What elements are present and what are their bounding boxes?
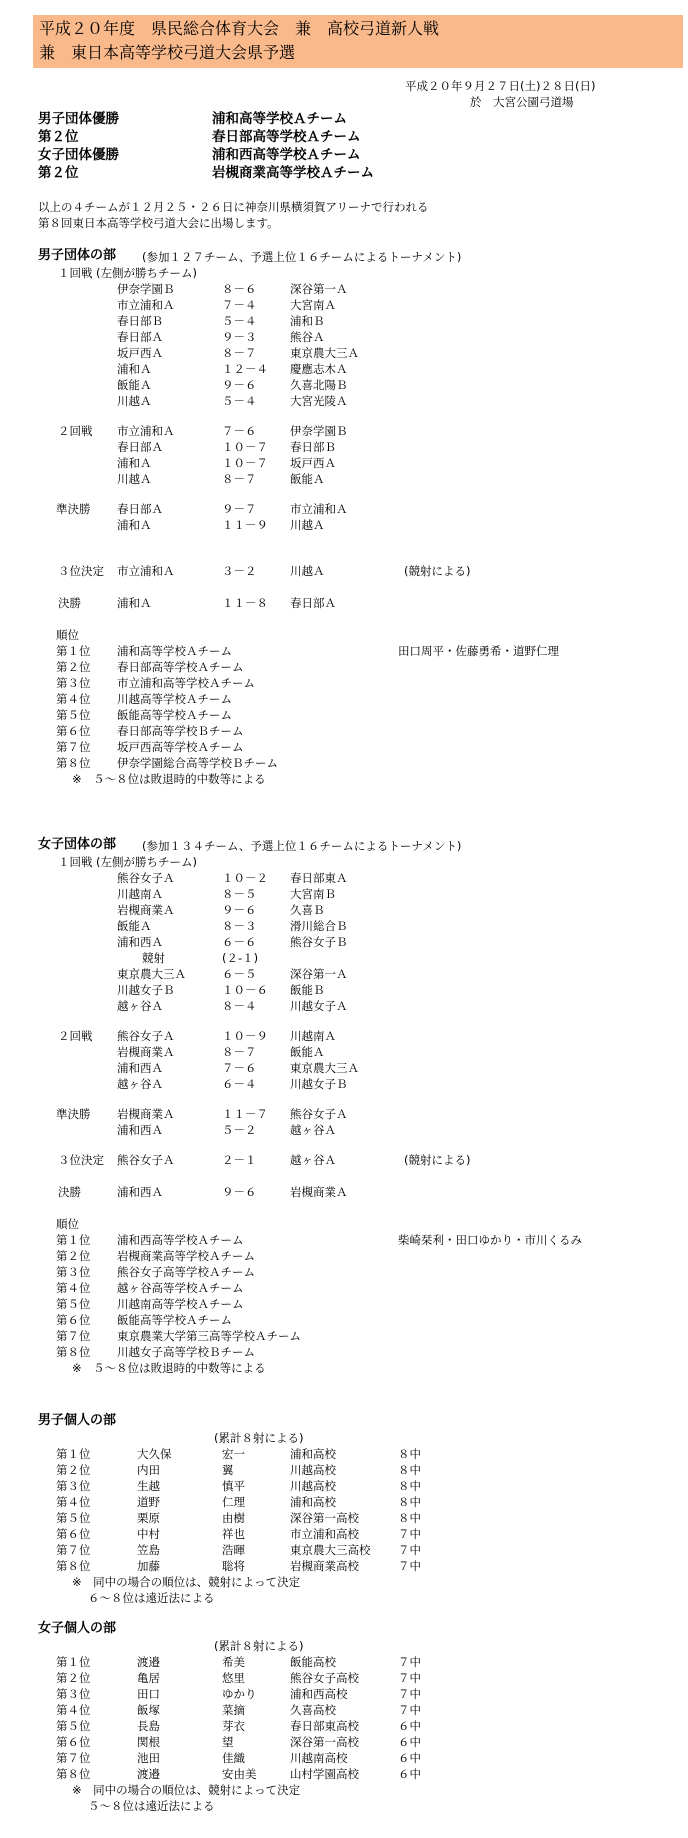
match-score: １０－７ — [222, 440, 268, 454]
match-winner: 浦和西Ａ — [117, 935, 163, 949]
hit-count: ７中 — [398, 1671, 421, 1685]
match-winner: 岩槻商業Ａ — [117, 1045, 175, 1059]
rank-place: 第８位 — [56, 1767, 91, 1781]
match-loser: 伊奈学園Ｂ — [290, 424, 348, 438]
match-score: １０－２ — [222, 871, 268, 885]
match-score: ７－６ — [222, 424, 257, 438]
rank-place: 第４位 — [56, 1495, 91, 1509]
match-loser: 春日部東Ａ — [290, 871, 348, 885]
archer-school: 熊谷女子高校 — [290, 1671, 359, 1685]
section-heading: 男子個人の部 — [38, 1413, 117, 1428]
archer-school: 春日部東高校 — [290, 1719, 359, 1733]
match-score: １１－９ — [222, 518, 268, 532]
round-label: 決勝 — [58, 596, 81, 610]
match-winner: 春日部Ｂ — [117, 314, 163, 328]
rank-place: 第４位 — [56, 692, 91, 706]
match-winner: 越ヶ谷Ａ — [117, 1077, 163, 1091]
rank-members: 田口周平・佐藤勇希・道野仁理 — [398, 644, 559, 658]
rank-team: 市立浦和高等学校Ａチーム — [117, 676, 255, 690]
winner-team: 春日部高等学校Ａチーム — [212, 129, 361, 145]
rank-team: 坂戸西高等学校Ａチーム — [117, 740, 244, 754]
rank-team: 浦和高等学校Ａチーム — [117, 644, 232, 658]
round-label: ２回戦 — [58, 424, 93, 438]
archer-school: 浦和高校 — [290, 1447, 336, 1461]
archer-school: 浦和西高校 — [290, 1687, 348, 1701]
archer-surname: 内田 — [137, 1463, 160, 1477]
match-loser: 熊谷Ａ — [290, 330, 325, 344]
archer-surname: 池田 — [137, 1751, 160, 1765]
hit-count: ６中 — [398, 1735, 421, 1749]
match-loser: 久喜北陽Ｂ — [290, 378, 348, 392]
match-score: ５－４ — [222, 314, 257, 328]
match-score: ５－４ — [222, 394, 257, 408]
rank-place: 第１位 — [56, 644, 91, 658]
match-winner: 浦和Ａ — [117, 456, 152, 470]
match-winner: 春日部Ａ — [117, 330, 163, 344]
round-label: ２回戦 — [58, 1029, 93, 1043]
winner-team: 浦和高等学校Ａチーム — [212, 111, 347, 127]
match-loser: 飯能Ａ — [290, 472, 325, 486]
hit-count: ８中 — [398, 1495, 421, 1509]
match-winner: 坂戸西Ａ — [117, 346, 163, 360]
round-label: １回戦 — [58, 266, 93, 280]
match-score: ８－６ — [222, 282, 257, 296]
archer-surname: 道野 — [137, 1495, 160, 1509]
section-note: (累計８射による) — [214, 1431, 304, 1445]
hit-count: ７中 — [398, 1655, 421, 1669]
round-label: ３位決定 — [58, 564, 104, 578]
match-score: ７－６ — [222, 1061, 257, 1075]
winner-team: 浦和西高等学校Ａチーム — [212, 147, 361, 163]
title-line-2: 兼 東日本高等学校弓道大会県予選 — [39, 43, 296, 62]
archer-given-name: 聡将 — [222, 1559, 245, 1573]
hit-count: ６中 — [398, 1751, 421, 1765]
rank-place: 第３位 — [56, 676, 91, 690]
match-loser: 川越Ａ — [290, 564, 325, 578]
archer-given-name: 浩暉 — [222, 1543, 245, 1557]
winner-label: 第２位 — [38, 129, 79, 145]
match-winner: 浦和Ａ — [117, 518, 152, 532]
rank-place: 第７位 — [56, 1329, 91, 1343]
hit-count: ７中 — [398, 1543, 421, 1557]
archer-surname: 亀居 — [137, 1671, 160, 1685]
match-loser: 浦和Ｂ — [290, 314, 325, 328]
rank-place: 第１位 — [56, 1447, 91, 1461]
archer-school: 岩槻商業高校 — [290, 1559, 359, 1573]
round-label: 準決勝 — [56, 502, 91, 516]
match-loser: 大宮南Ｂ — [290, 887, 336, 901]
ranking-note: ６～８位は遠近法による — [88, 1591, 215, 1605]
rank-place: 第５位 — [56, 1297, 91, 1311]
match-winner: 岩槻商業Ａ — [117, 903, 175, 917]
match-winner: 川越南Ａ — [117, 887, 163, 901]
match-winner: 東京農大三Ａ — [117, 967, 186, 981]
match-score: ３－２ — [222, 564, 257, 578]
match-loser: 春日部Ｂ — [290, 440, 336, 454]
match-loser: 大宮光陵Ａ — [290, 394, 348, 408]
archer-given-name: 希美 — [222, 1655, 245, 1669]
match-score: ６－５ — [222, 967, 257, 981]
archer-school: 浦和高校 — [290, 1495, 336, 1509]
winner-team: 岩槻商業高等学校Ａチーム — [212, 165, 374, 181]
archer-surname: 大久保 — [137, 1447, 172, 1461]
match-winner: 浦和西Ａ — [117, 1185, 163, 1199]
rank-place: 第２位 — [56, 1463, 91, 1477]
rank-team: 熊谷女子高等学校Ａチーム — [117, 1265, 255, 1279]
title-line-1: 平成２０年度 県民総合体育大会 兼 高校弓道新人戦 — [39, 19, 440, 38]
hit-count: ７中 — [398, 1527, 421, 1541]
event-date: 平成２０年９月２７日(土)２８日(日) — [405, 79, 596, 93]
hit-count: ８中 — [398, 1479, 421, 1493]
rank-team: 越ヶ谷高等学校Ａチーム — [117, 1281, 244, 1295]
ranking-note: ※ ５～８位は敗退時的中数等による — [72, 772, 266, 786]
match-loser: 東京農大三Ａ — [290, 346, 359, 360]
hit-count: ８中 — [398, 1511, 421, 1525]
hit-count: ８中 — [398, 1463, 421, 1477]
rank-team: 川越高等学校Ａチーム — [117, 692, 232, 706]
round-label: 決勝 — [58, 1185, 81, 1199]
archer-school: 山村学園高校 — [290, 1767, 359, 1781]
ranking-note: ５～８位は遠近法による — [88, 1799, 215, 1813]
archer-surname: 栗原 — [137, 1511, 160, 1525]
archer-given-name: 佳織 — [222, 1751, 245, 1765]
match-score: ７－４ — [222, 298, 257, 312]
intro-line: 第８回東日本高等学校弓道大会に出場します。 — [38, 216, 279, 230]
rank-team: 伊奈学園総合高等学校Ｂチーム — [117, 756, 278, 770]
archer-surname: 渡邉 — [137, 1655, 160, 1669]
match-score: ６－６ — [222, 935, 257, 949]
section-heading: 女子団体の部 — [38, 837, 117, 852]
archer-given-name: 悠里 — [222, 1671, 245, 1685]
match-score: ８－７ — [222, 472, 257, 486]
match-score: １０－６ — [222, 983, 268, 997]
ranking-note: ※ 同中の場合の順位は、競射によって決定 — [72, 1575, 301, 1589]
round-note: (左側が勝ちチーム) — [96, 266, 197, 280]
section-note: (参加１２７チーム、予選上位１６チームによるトーナメント) — [142, 250, 462, 264]
section-heading: 女子個人の部 — [38, 1621, 117, 1636]
match-score: １１－７ — [222, 1107, 268, 1121]
match-score: １２－４ — [222, 362, 268, 376]
rank-place: 第３位 — [56, 1479, 91, 1493]
rank-team: 春日部高等学校Ｂチーム — [117, 724, 244, 738]
match-winner: 飯能Ａ — [117, 919, 152, 933]
archer-given-name: 望 — [222, 1735, 234, 1749]
archer-surname: 生越 — [137, 1479, 160, 1493]
rank-place: 第６位 — [56, 1313, 91, 1327]
match-score: １１－８ — [222, 596, 268, 610]
round-note: (左側が勝ちチーム) — [96, 855, 197, 869]
rank-team: 浦和西高等学校Ａチーム — [117, 1233, 244, 1247]
match-loser: 深谷第一Ａ — [290, 282, 348, 296]
archer-surname: 加藤 — [137, 1559, 160, 1573]
match-score: １０－９ — [222, 1029, 268, 1043]
winner-label: 女子団体優勝 — [38, 147, 119, 163]
section-note: (参加１３４チーム、予選上位１６チームによるトーナメント) — [142, 839, 462, 853]
match-winner: 市立浦和Ａ — [117, 424, 175, 438]
match-loser: 滑川総合Ｂ — [290, 919, 348, 933]
rank-team: 川越南高等学校Ａチーム — [117, 1297, 244, 1311]
archer-surname: 飯塚 — [137, 1703, 160, 1717]
rank-team: 岩槻商業高等学校Ａチーム — [117, 1249, 255, 1263]
hit-count: ７中 — [398, 1559, 421, 1573]
shoot-off-label: 競射 — [142, 951, 165, 965]
match-winner: 浦和Ａ — [117, 596, 152, 610]
rank-place: 第５位 — [56, 708, 91, 722]
rank-place: 第４位 — [56, 1703, 91, 1717]
match-loser: 熊谷女子Ａ — [290, 1107, 348, 1121]
match-score: ９－６ — [222, 1185, 257, 1199]
round-label: 準決勝 — [56, 1107, 91, 1121]
match-score: １０－７ — [222, 456, 268, 470]
hit-count: ６中 — [398, 1767, 421, 1781]
rank-members: 柴崎栞利・田口ゆかり・市川くるみ — [398, 1233, 582, 1247]
round-label: １回戦 — [58, 855, 93, 869]
winner-label: 第２位 — [38, 165, 79, 181]
rank-place: 第６位 — [56, 724, 91, 738]
match-winner: 岩槻商業Ａ — [117, 1107, 175, 1121]
match-loser: 東京農大三Ａ — [290, 1061, 359, 1075]
match-note: (競射による) — [404, 1153, 471, 1167]
archer-surname: 中村 — [137, 1527, 160, 1541]
rank-place: 第５位 — [56, 1719, 91, 1733]
match-winner: 飯能Ａ — [117, 378, 152, 392]
rank-place: 第６位 — [56, 1735, 91, 1749]
match-loser: 川越Ａ — [290, 518, 325, 532]
archer-given-name: 翼 — [222, 1463, 234, 1477]
ranking-label: 順位 — [56, 1217, 79, 1231]
ranking-note: ※ 同中の場合の順位は、競射によって決定 — [72, 1783, 301, 1797]
match-winner: 越ヶ谷Ａ — [117, 999, 163, 1013]
match-loser: 川越女子Ａ — [290, 999, 348, 1013]
archer-given-name: 由樹 — [222, 1511, 245, 1525]
archer-given-name: 芽衣 — [222, 1719, 245, 1733]
match-loser: 大宮南Ａ — [290, 298, 336, 312]
match-note: (競射による) — [404, 564, 471, 578]
match-winner: 春日部Ａ — [117, 440, 163, 454]
match-loser: 市立浦和Ａ — [290, 502, 348, 516]
shoot-off-score: (２-１) — [222, 951, 259, 965]
ranking-note: ※ ５～８位は敗退時的中数等による — [72, 1361, 266, 1375]
match-winner: 川越Ａ — [117, 472, 152, 486]
archer-school: 川越南高校 — [290, 1751, 348, 1765]
match-score: ８－７ — [222, 346, 257, 360]
section-note: (累計８射による) — [214, 1639, 304, 1653]
match-loser: 飯能Ａ — [290, 1045, 325, 1059]
archer-given-name: 宏一 — [222, 1447, 245, 1461]
rank-place: 第２位 — [56, 660, 91, 674]
archer-school: 川越高校 — [290, 1479, 336, 1493]
match-winner: 春日部Ａ — [117, 502, 163, 516]
rank-place: 第２位 — [56, 1671, 91, 1685]
rank-place: 第８位 — [56, 1345, 91, 1359]
rank-place: 第６位 — [56, 1527, 91, 1541]
event-venue: 於 大宮公園弓道場 — [470, 95, 574, 109]
rank-place: 第５位 — [56, 1511, 91, 1525]
match-loser: 坂戸西Ａ — [290, 456, 336, 470]
match-score: ９－６ — [222, 378, 257, 392]
rank-team: 飯能高等学校Ａチーム — [117, 1313, 232, 1327]
match-winner: 熊谷女子Ａ — [117, 871, 175, 885]
rank-place: 第３位 — [56, 1265, 91, 1279]
match-score: ８－７ — [222, 1045, 257, 1059]
match-score: ２－１ — [222, 1153, 257, 1167]
archer-given-name: 菜摘 — [222, 1703, 245, 1717]
match-winner: 浦和西Ａ — [117, 1061, 163, 1075]
match-loser: 久喜Ｂ — [290, 903, 325, 917]
hit-count: ６中 — [398, 1719, 421, 1733]
winner-label: 男子団体優勝 — [38, 111, 119, 127]
archer-given-name: 慎平 — [222, 1479, 245, 1493]
hit-count: ７中 — [398, 1703, 421, 1717]
ranking-label: 順位 — [56, 628, 79, 642]
match-loser: 熊谷女子Ｂ — [290, 935, 348, 949]
rank-place: 第１位 — [56, 1655, 91, 1669]
archer-school: 飯能高校 — [290, 1655, 336, 1669]
match-loser: 飯能Ｂ — [290, 983, 325, 997]
match-loser: 越ヶ谷Ａ — [290, 1123, 336, 1137]
match-loser: 川越南Ａ — [290, 1029, 336, 1043]
hit-count: ８中 — [398, 1447, 421, 1461]
match-loser: 川越女子Ｂ — [290, 1077, 348, 1091]
match-winner: 熊谷女子Ａ — [117, 1153, 175, 1167]
rank-place: 第８位 — [56, 1559, 91, 1573]
round-label: ３位決定 — [58, 1153, 104, 1167]
title-banner — [33, 15, 683, 68]
archer-given-name: ゆかり — [222, 1687, 257, 1701]
rank-team: 飯能高等学校Ａチーム — [117, 708, 232, 722]
archer-given-name: 祥也 — [222, 1527, 245, 1541]
match-score: ８－５ — [222, 887, 257, 901]
rank-place: 第８位 — [56, 756, 91, 770]
archer-surname: 関根 — [137, 1735, 160, 1749]
match-score: ９－６ — [222, 903, 257, 917]
match-winner: 川越Ａ — [117, 394, 152, 408]
rank-team: 春日部高等学校Ａチーム — [117, 660, 244, 674]
match-loser: 越ヶ谷Ａ — [290, 1153, 336, 1167]
archer-given-name: 仁理 — [222, 1495, 245, 1509]
match-loser: 岩槻商業Ａ — [290, 1185, 348, 1199]
match-winner: 市立浦和Ａ — [117, 298, 175, 312]
section-heading: 男子団体の部 — [38, 248, 117, 263]
match-loser: 春日部Ａ — [290, 596, 336, 610]
archer-surname: 渡邉 — [137, 1767, 160, 1781]
match-winner: 市立浦和Ａ — [117, 564, 175, 578]
match-loser: 慶應志木Ａ — [290, 362, 348, 376]
hit-count: ７中 — [398, 1687, 421, 1701]
archer-surname: 笠島 — [137, 1543, 160, 1557]
match-score: ５－２ — [222, 1123, 257, 1137]
match-loser: 深谷第一Ａ — [290, 967, 348, 981]
archer-school: 川越高校 — [290, 1463, 336, 1477]
match-winner: 伊奈学園Ｂ — [117, 282, 175, 296]
match-winner: 川越女子Ｂ — [117, 983, 175, 997]
match-winner: 熊谷女子Ａ — [117, 1029, 175, 1043]
archer-surname: 長島 — [137, 1719, 160, 1733]
archer-school: 深谷第一高校 — [290, 1735, 359, 1749]
archer-school: 深谷第一高校 — [290, 1511, 359, 1525]
intro-line: 以上の４チームが１２月２５・２６日に神奈川県横須賀アリーナで行われる — [38, 200, 429, 214]
rank-team: 川越女子高等学校Ｂチーム — [117, 1345, 255, 1359]
match-winner: 浦和Ａ — [117, 362, 152, 376]
rank-team: 東京農業大学第三高等学校Ａチーム — [117, 1329, 301, 1343]
match-score: ９－３ — [222, 330, 257, 344]
archer-school: 久喜高校 — [290, 1703, 336, 1717]
archer-surname: 田口 — [137, 1687, 160, 1701]
match-winner: 浦和西Ａ — [117, 1123, 163, 1137]
archer-given-name: 安由美 — [222, 1767, 257, 1781]
rank-place: 第７位 — [56, 1751, 91, 1765]
rank-place: 第３位 — [56, 1687, 91, 1701]
match-score: ９－７ — [222, 502, 257, 516]
archer-school: 市立浦和高校 — [290, 1527, 359, 1541]
rank-place: 第４位 — [56, 1281, 91, 1295]
rank-place: 第２位 — [56, 1249, 91, 1263]
match-score: ８－４ — [222, 999, 257, 1013]
match-score: ６－４ — [222, 1077, 257, 1091]
match-score: ８－３ — [222, 919, 257, 933]
rank-place: 第１位 — [56, 1233, 91, 1247]
rank-place: 第７位 — [56, 740, 91, 754]
rank-place: 第７位 — [56, 1543, 91, 1557]
archer-school: 東京農大三高校 — [290, 1543, 371, 1557]
